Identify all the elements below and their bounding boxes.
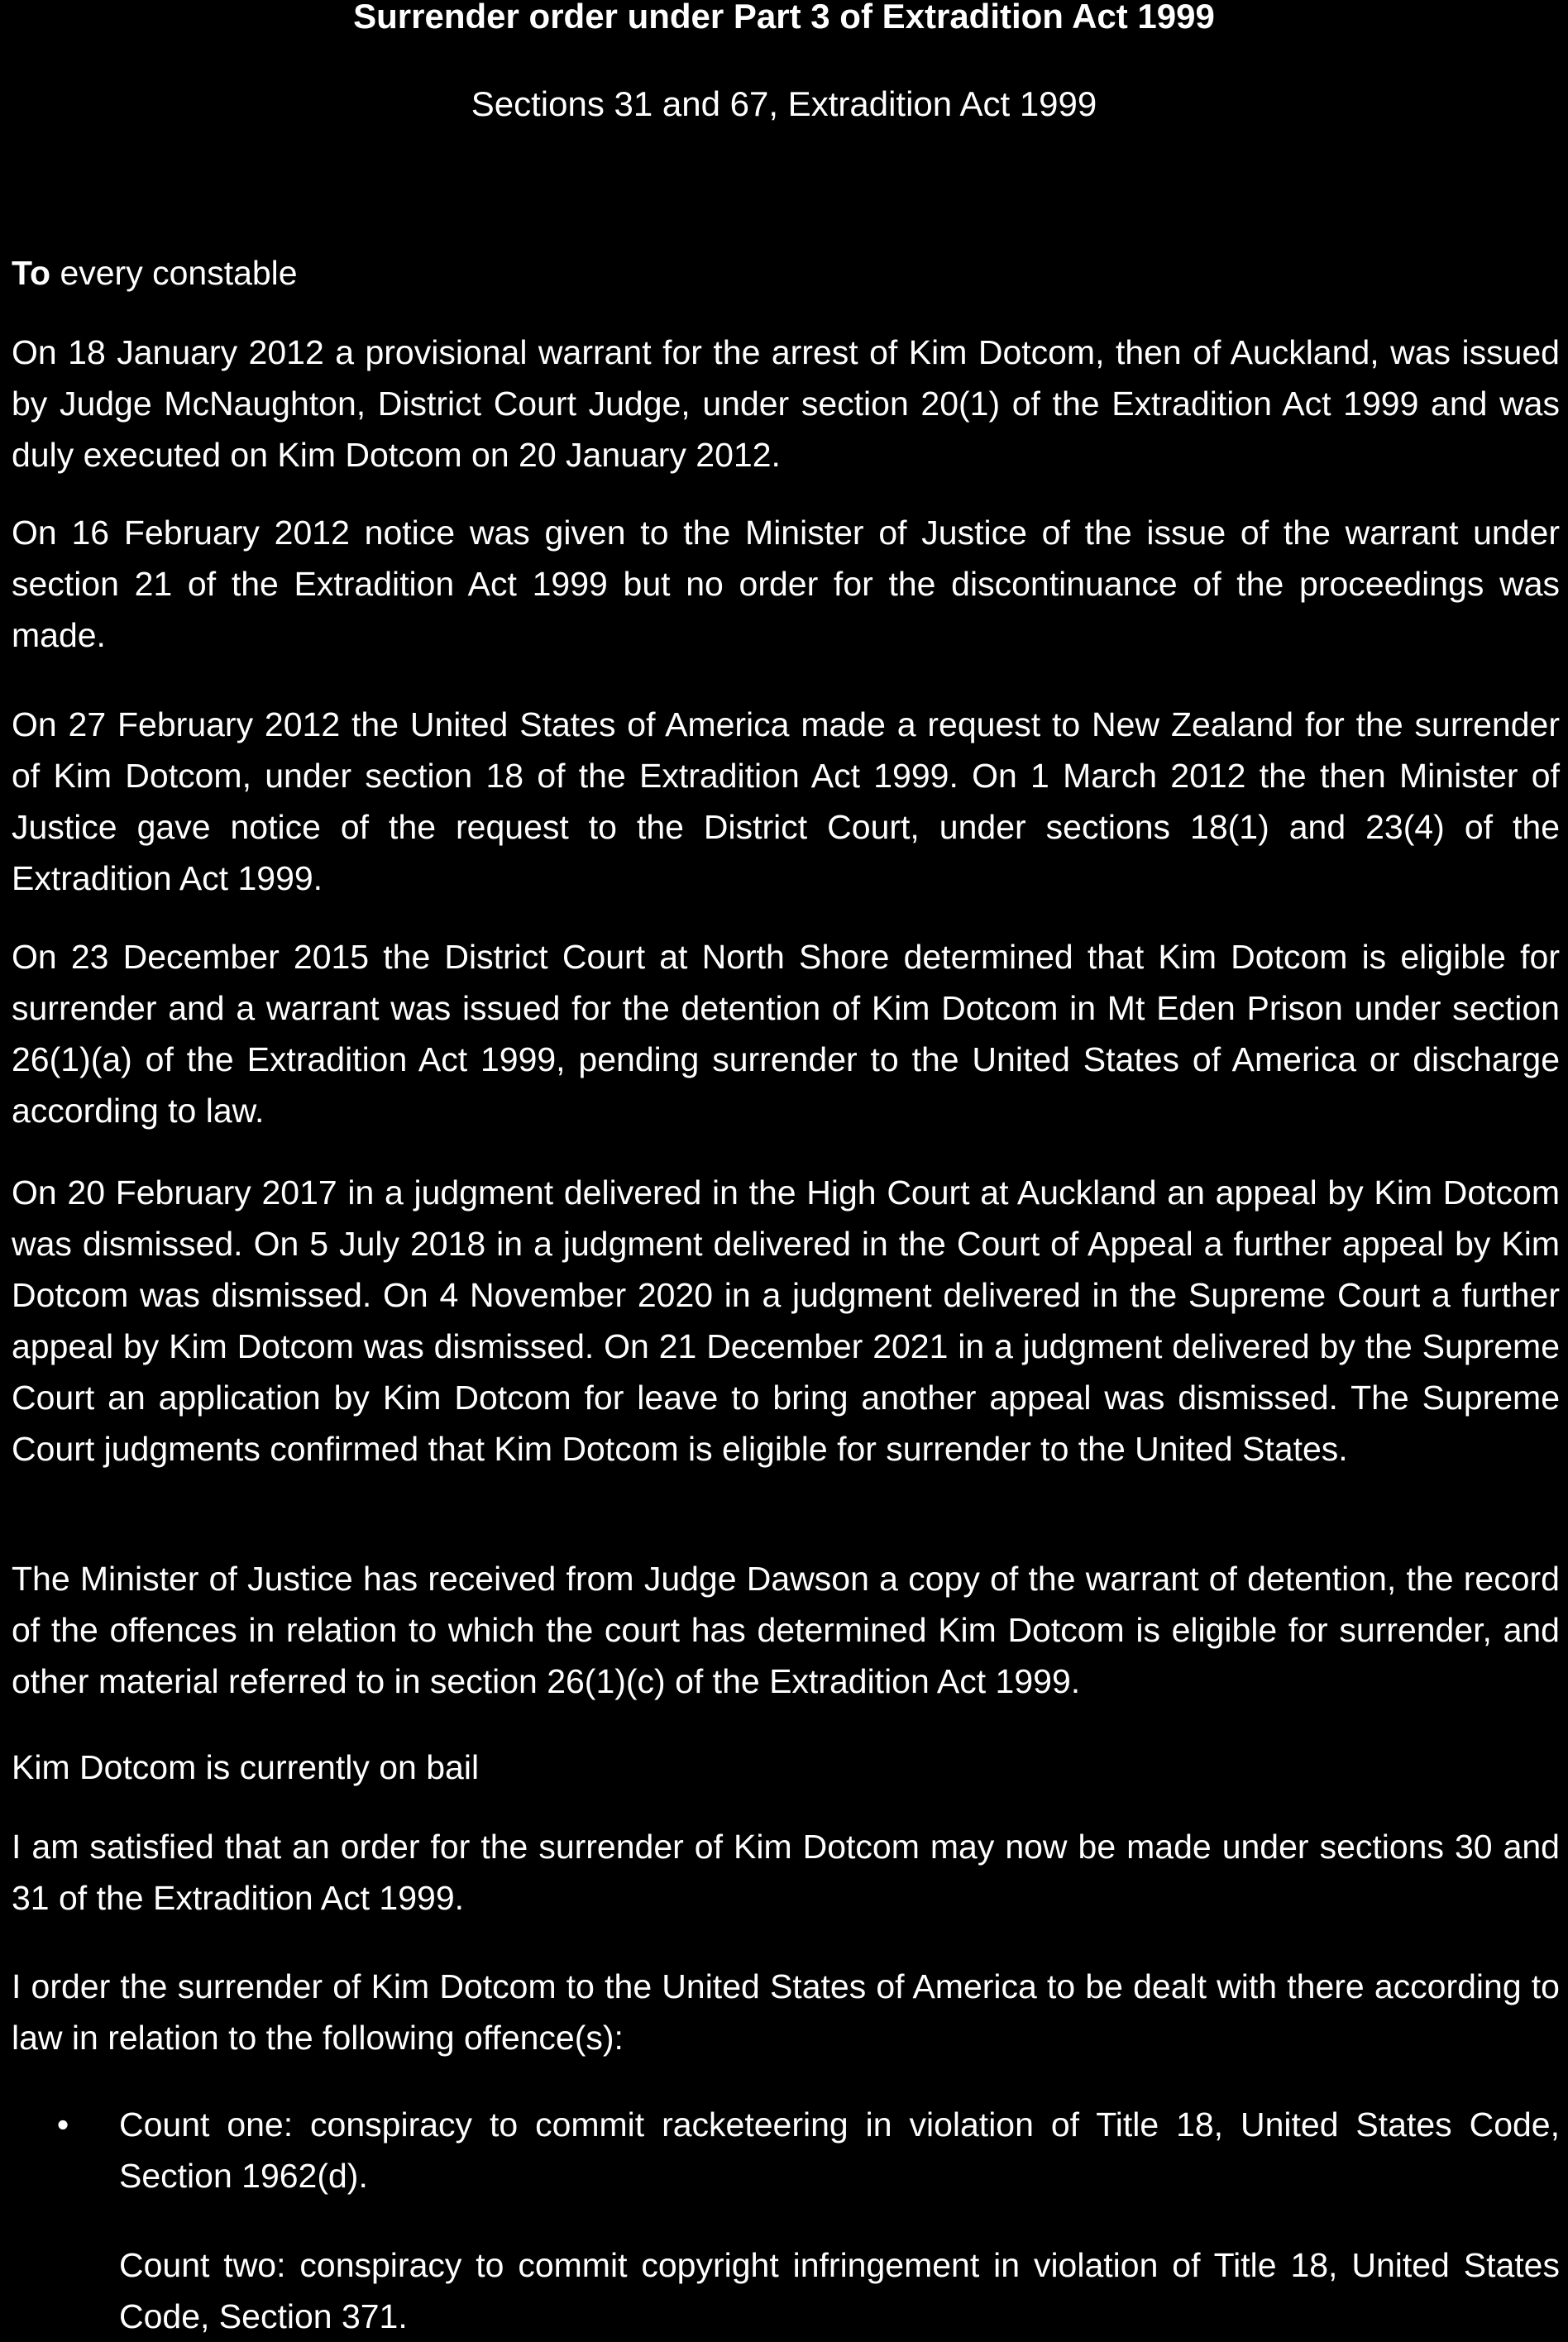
paragraph-satisfied: I am satisfied that an order for the surrender of Kim Dotcom may now be made under sections 30 and 31 of the Extradition Act 1999. — [12, 1828, 1560, 1917]
offence-item-count-two — [119, 2239, 1560, 2342]
paragraph-bail-status: Kim Dotcom is currently on bail — [12, 1748, 480, 1786]
addressee-to-label: To — [12, 254, 51, 292]
addressee-line — [12, 247, 1560, 299]
offence-text: Count two: conspiracy to commit copyright infringement in violation of Title 18, United States Code, Section 371. — [119, 2246, 1560, 2335]
paragraph-minister-received-material: The Minister of Justice has received from Judge Dawson a copy of the warrant of detention, the record of the offences in relation to which the court has determined Kim Dotcom is eligible for surrender, and other material referred to in section 26(1)(c) of the Extradition Act 1999. — [12, 1560, 1560, 1700]
offence-item-count-one — [56, 2099, 1560, 2201]
addressee-recipient: every constable — [50, 254, 298, 292]
paragraph-district-court-determination: On 23 December 2015 the District Court at North Shore determined that Kim Dotcom is eligible for surrender and a warrant was issued for the detention of Kim Dotcom in Mt Eden Prison under section 26(1)(a) of the Extradition Act 1999, pending surrender to the United States of America or discharge according to law. — [12, 938, 1560, 1130]
bullet-icon: • — [56, 2105, 69, 2144]
paragraph-notice-to-minister: On 16 February 2012 notice was given to the Minister of Justice of the issue of the warrant under section 21 of the Extradition Act 1999 but no order for the discontinuance of the proceedings was made. — [12, 514, 1560, 654]
offence-text: Count one: conspiracy to commit racketeering in violation of Title 18, United States Code, Section 1962(d). — [119, 2105, 1560, 2195]
paragraph-appeals: On 20 February 2017 in a judgment delivered in the High Court at Auckland an appeal by Kim Dotcom was dismissed. On 5 July 2018 in a judgment delivered in the Court of Appeal a further appeal by Kim Dotcom was dismissed. On 4 November 2020 in a judgment delivered in the Supreme Court a further appeal by Kim Dotcom was dismissed. On 21 December 2021 in a judgment delivered by the Supreme Court an application by Kim Dotcom for leave to bring another appeal was dismissed. The Supreme Court judgments confirmed that Kim Dotcom is eligible for surrender to the United States. — [12, 1173, 1560, 1468]
paragraph-usa-request: On 27 February 2012 the United States of America made a request to New Zealand for the surrender of Kim Dotcom, under section 18 of the Extradition Act 1999. On 1 March 2012 the then Minister of Justice gave notice of the request to the District Court, under sections 18(1) and 23(4) of the Extradition Act 1999. — [12, 705, 1560, 897]
document-subtitle: Sections 31 and 67, Extradition Act 1999 — [471, 84, 1097, 123]
paragraph-surrender-order: I order the surrender of Kim Dotcom to the United States of America to be dealt with there according to law in relation to the following offence(s): — [12, 1967, 1560, 2057]
document-title: Surrender order under Part 3 of Extradition Act 1999 — [353, 0, 1215, 36]
paragraph-provisional-warrant: On 18 January 2012 a provisional warrant for the arrest of Kim Dotcom, then of Auckland, was issued by Judge McNaughton, District Court Judge, under section 20(1) of the Extradition Act 1999 and was duly executed on Kim Dotcom on 20 January 2012. — [12, 333, 1560, 474]
